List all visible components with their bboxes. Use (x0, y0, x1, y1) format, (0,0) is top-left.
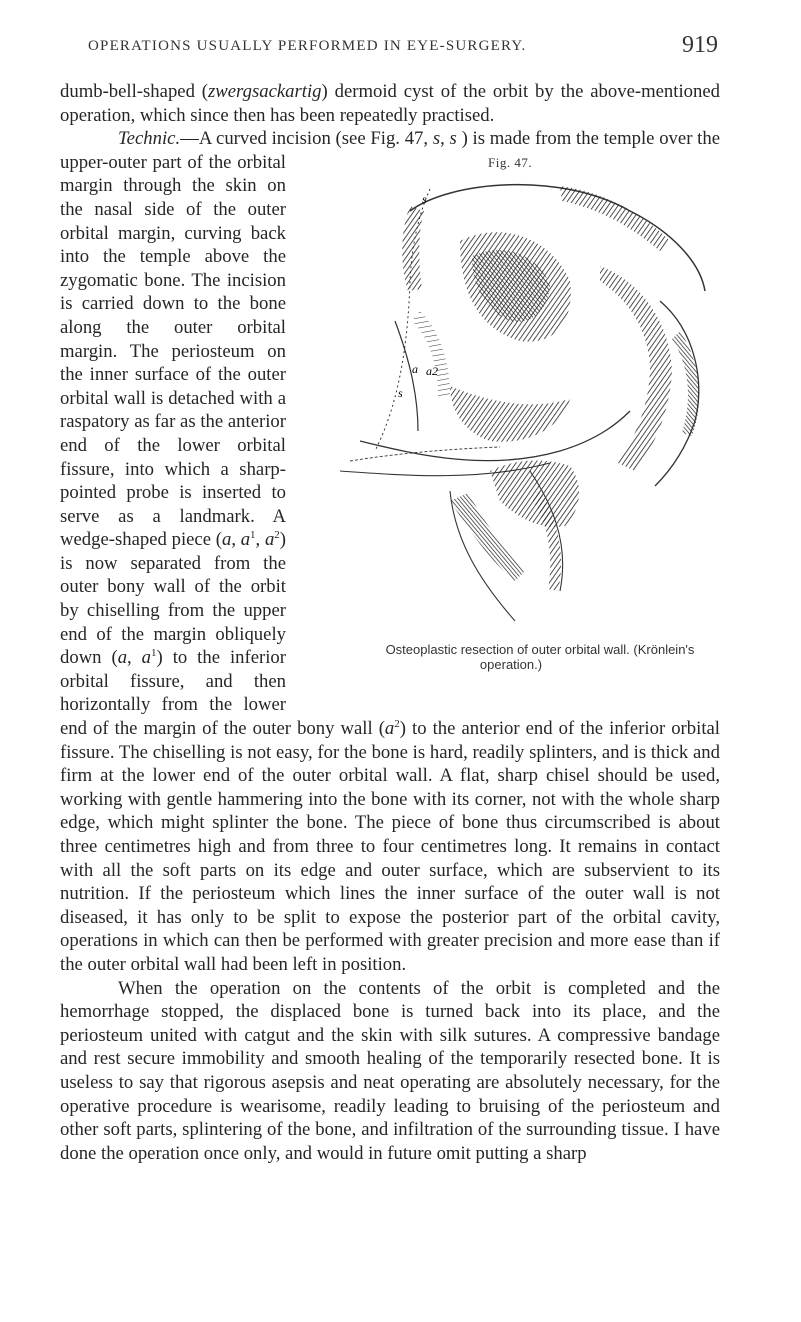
figure-label: Fig. 47. (488, 154, 533, 170)
paragraph-closure: When the operation on the contents of the orbit is completed and the hemorrhage stopped, the displaced bone is turned back into its place, and the periosteum united with catgut and the skin with silk sutures. A compressive bandage and rest secure immobility and smooth healing of the temporarily resected bone. It is useless to say that rigorous asepsis and neat operating are absolutely necessary, for the operative procedure is wearisome, readily leading to bruising of the periosteum and other soft parts, splintering of the bone, and infiltration of the surrounding tissue. I have done the operation once only, and would in future omit putting a sharp (60, 977, 720, 1164)
italic-letter: a (240, 529, 251, 551)
label-s-top: s (422, 191, 427, 206)
lower-dark-mass (490, 460, 579, 526)
superscript: 1 (250, 529, 256, 542)
superscript: 2 (274, 529, 280, 542)
figure-47 (296, 151, 726, 704)
italic-letter: a (384, 718, 395, 740)
superscript: 1 (151, 647, 157, 660)
italic-letter: a (221, 529, 232, 551)
left-hair (402, 206, 424, 291)
left-wall-shading (412, 311, 450, 396)
italic-letter: s (449, 128, 457, 150)
text-run: —A curved incision (see Fig. 47, (180, 128, 433, 150)
italic-letter: a (141, 647, 152, 669)
figure-caption: Osteoplastic resection of outer orbital wall. (Krönlein's operation.) (385, 641, 695, 672)
label-a2: a2 (426, 363, 438, 378)
italic-letter: a (117, 647, 128, 669)
page-header (88, 32, 718, 62)
left-bone-edge (395, 321, 418, 431)
running-head: OPERATIONS USUALLY PERFORMED IN EYE-SURGERY. (88, 38, 527, 54)
paragraph-intro (60, 80, 720, 127)
italic-letter: a (264, 529, 275, 551)
reflected-skin-flap (600, 266, 672, 471)
text-run: dumb-bell-shaped ( (60, 81, 209, 102)
body-text (60, 80, 720, 1165)
text-run: ) dermoid cyst of the orbit by the above-mentioned operation, which since then has been repeatedly practised. (60, 81, 720, 126)
text-run: ) to the inferior orbital fissure, and then horizontally from the lower end of the margin of the outer bony wall ( (60, 647, 385, 740)
page-number: 919 (682, 32, 718, 58)
text-run: ) to the anterior end of the inferior orbital fissure. The chiselling is not easy, for the bone is hard, readily splinters, and is thick and firm at the lower end of the outer orbital wall. A flat, sharp chisel should be used, working with gentle hammering into the bone with its corner, not with the whole sharp edge, which might splinter the bone. The piece of bone thus circumscribed is about three centimetres high and from three to four centimetres long. It remains in contact with all the soft parts on its edge and outer surface, which are subservient to its nutrition. If the periosteum which lines the inner surface of the outer wall is not diseased, it has only to be split to expose the posterior part of the orbital cavity, operations in which can then be performed with greater precision and more ease than if the outer orbital wall had been left in position. (60, 718, 720, 975)
section-lead: Technic. (118, 128, 181, 150)
italic-term: zwergsackartig (208, 81, 322, 102)
label-a: a (412, 361, 418, 376)
label-s-lower: s (398, 385, 403, 400)
italic-letter: s (432, 128, 441, 150)
probe-line (350, 447, 500, 461)
text-run: ) is made from the temple over the upper-outer part of the orbital margin through the skin on the nasal side of the outer orbital margin, curving back into the temple above the zygomatic bone. The incision is carried down to the bone along the outer orbital margin. The periosteum on the inner surface of the outer orbital wall is detached with a raspatory as far as the anterior end of the lower orbital fissure, into which a sharp-pointed probe is inserted to serve as a landmark. A wedge-shaped piece ( (60, 128, 720, 551)
paragraph-technic: Technic.—A curved incision (see Fig. 47, s, s Fig. 47. s a a2 s Osteoplastic resection of outer orbital wall. (Krönlein's operation.) ) is made from the temple over the upper-outer part of the orbital margin through the skin on the nasal side of the outer orbital margin, curving back into the temple above the zygomatic bone. The incision is carried down to the bone along the outer orbital margin. The periosteum on the inner surface of the outer orbital wall is detached with a raspatory as far as the anterior end of the lower orbital fissure, into which a sharp-pointed probe is inserted to serve as a landmark. A wedge-shaped piece (a, $a^1$, $a^2$) is now separated from the outer bony wall of the orbit by chiselling from the upper end of the margin obliquely down (a, $a^1$) to the inferior orbital fissure, and then horizontally from the lower end of the margin of the outer bony wall $(a^2)$ to the anterior end of the inferior orbital fissure. The chiselling is not easy, for the bone is hard, readily splinters, and is thick and firm at the lower end of the outer orbital wall. A flat, sharp chisel should be used, working with gentle hammering into the bone with its corner, not with the whole sharp edge, which might splinter the bone. The piece of bone thus circumscribed is about three centimetres high and from three to four centimetres long. It remains in contact with all the soft parts on its edge and outer surface, which are subservient to its nutrition. If the periosteum which lines the inner surface of the outer wall is not diseased, it has only to be split to expose the posterior part of the orbital cavity, operations in which can then be performed with greater precision and more ease than if the outer orbital wall had been left in position. (60, 127, 720, 976)
text-run: ) is now separated from the outer bony wall of the orbit by chiselling from the upper end of the margin obliquely down ( (60, 529, 287, 669)
text-run: , (440, 128, 450, 150)
brow-hatching (560, 186, 670, 251)
far-right-hatching (672, 331, 699, 436)
superscript: 2 (394, 717, 400, 730)
wedge-bone-piece (450, 386, 570, 442)
orbit-illustration (300, 171, 730, 641)
